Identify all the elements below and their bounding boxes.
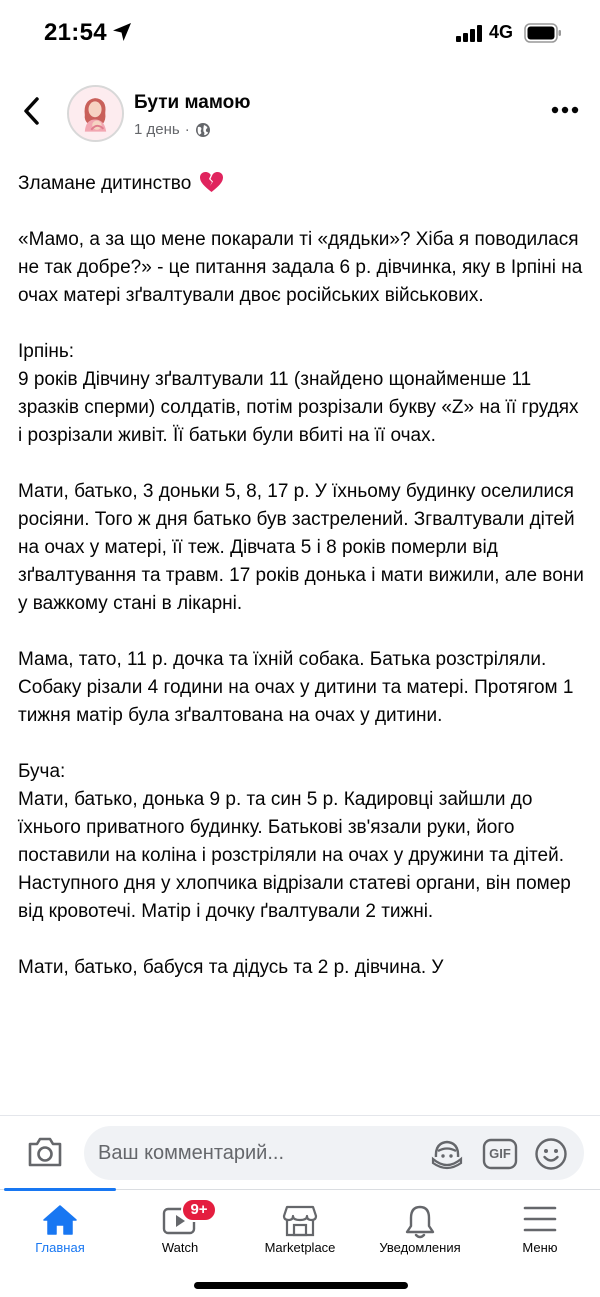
nav-label: Меню <box>522 1240 558 1255</box>
post-header <box>0 80 600 144</box>
network-type: 4G <box>489 22 514 42</box>
nav-notifications[interactable] <box>360 1190 480 1262</box>
menu-icon <box>523 1204 557 1234</box>
nav-menu[interactable] <box>480 1190 600 1262</box>
comment-bar <box>0 1115 600 1190</box>
nav-label: Watch <box>161 1240 199 1255</box>
comment-input-wrapper <box>84 1126 584 1180</box>
nav-home[interactable] <box>0 1190 120 1262</box>
page-avatar[interactable] <box>67 85 124 142</box>
back-button[interactable] <box>20 96 44 126</box>
post-meta <box>134 121 211 138</box>
globe-icon <box>195 122 211 138</box>
watch-badge: 9+ <box>181 1198 217 1222</box>
location-arrow-icon <box>112 22 132 42</box>
signal-icon <box>456 25 483 42</box>
status-time: 21:54 <box>44 19 107 46</box>
post-paragraph: Буча: Мати, батько, донька 9 р. та син 5 р. Кадировці зайшли до їхнього приватного будинку. Батькові зв'язали руки, його поставили на коліна і розстріляли на очах у дружини та дітей. Наступного дня у хлопчика відрізали статеві органи, він помер від кровотечі. Матір і дочку ґвалтували 2 тижні. <box>18 761 571 922</box>
nav-watch[interactable] <box>120 1190 240 1262</box>
post-title-text: Зламане дитинство <box>18 173 192 194</box>
home-indicator <box>194 1282 408 1289</box>
nav-label: Главная <box>35 1240 85 1255</box>
bottom-navigation <box>0 1189 600 1297</box>
mother-child-logo-icon <box>69 87 122 140</box>
gif-label: GIF <box>489 1146 511 1161</box>
post-paragraph: Мати, батько, 3 доньки 5, 8, 17 р. У їхньому будинку оселилися росіяни. Того ж дня батько був застрелений. Згвалтували дітей на очах у матері, її теж. Дівчата 5 і 8 років померли від зґвалтування та травм. 17 років донька і мати вижили, але вони у важкому стані в лікарні. <box>18 481 584 614</box>
post-paragraph: Мати, батько, бабуся та дідусь та 2 р. дівчина. У <box>18 957 444 978</box>
bell-icon <box>403 1204 437 1240</box>
marketplace-icon <box>282 1204 318 1238</box>
status-bar <box>0 0 600 66</box>
battery-icon <box>524 23 562 43</box>
more-options-icon[interactable] <box>551 106 579 114</box>
post-text <box>18 170 586 1010</box>
post-paragraph: «Мамо, а за що мене покарали ті «дядьки»? Хіба я поводилася не так добре?» - це питання задала 6 р. дівчинка, яку в Ірпіні на очах матері зґвалтували двоє російських військових. <box>18 229 583 306</box>
broken-heart-icon <box>199 171 224 193</box>
comment-input[interactable] <box>98 1126 418 1180</box>
post-paragraph: Мама, тато, 11 р. дочка та їхній собака. Батька розстріляли. Собаку різали 4 години на очах у дитини та матері. Протягом 1 тижня матір була зґвалтована на очах у дитини. <box>18 649 574 726</box>
home-icon <box>42 1204 78 1236</box>
post-paragraph: Ірпінь: 9 років Дівчину зґвалтували 11 (знайдено щонайменше 11 зразків сперми) солдатів, потім розрізали букву «Z» на її грудях і розрізали живіт. Її батьки були вбиті на її очах. <box>18 341 579 446</box>
nav-label: Уведомления <box>379 1240 461 1255</box>
meta-separator: · <box>184 121 190 138</box>
post-title <box>18 170 586 198</box>
camera-icon[interactable] <box>27 1136 63 1168</box>
nav-label: Marketplace <box>264 1240 336 1255</box>
emoji-icon[interactable] <box>534 1137 568 1171</box>
nav-marketplace[interactable] <box>240 1190 360 1262</box>
gif-button[interactable] <box>482 1137 518 1171</box>
post-time[interactable]: 1 день <box>134 121 180 138</box>
page-name[interactable]: Бути мамою <box>134 92 251 113</box>
avatar-sticker-icon[interactable] <box>430 1137 464 1171</box>
